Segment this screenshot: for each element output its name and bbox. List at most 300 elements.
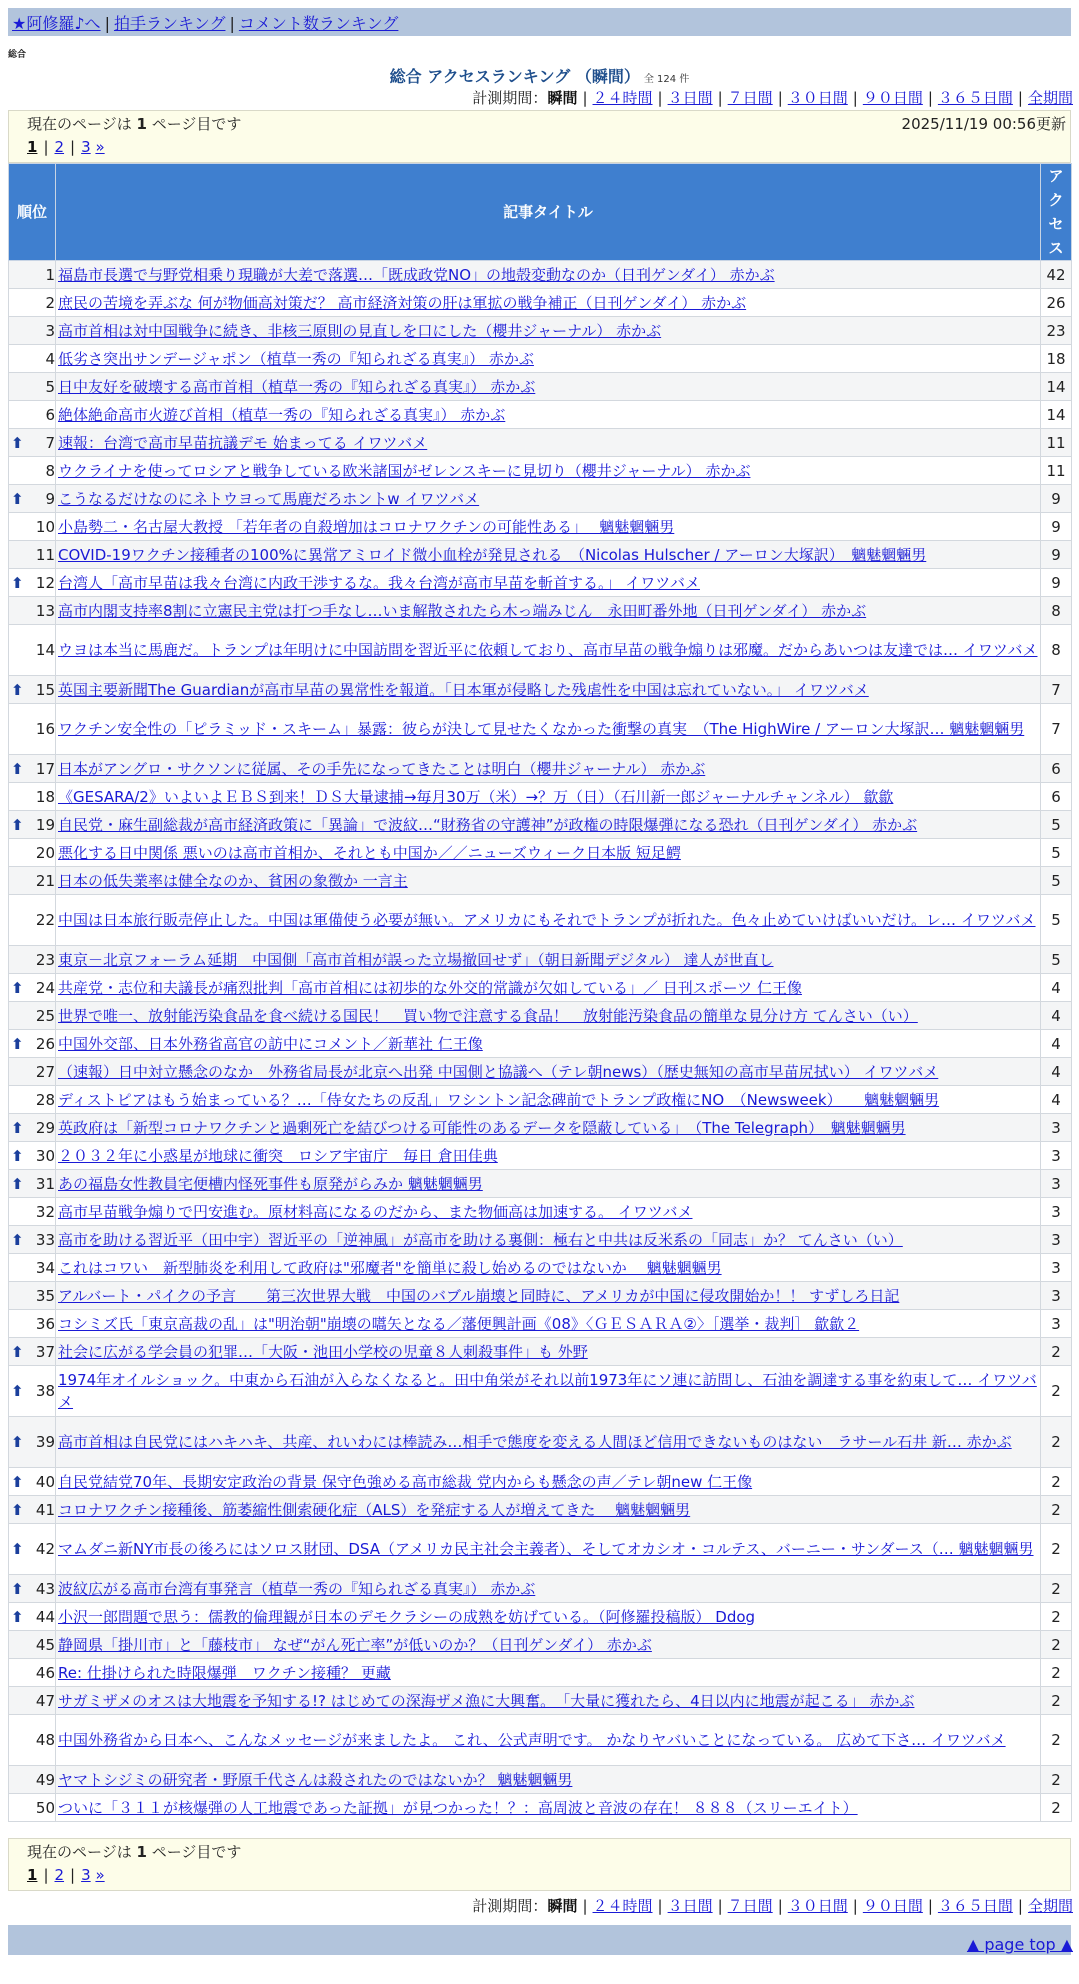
up-arrow-icon: ⬆ <box>11 1034 24 1053</box>
article-link[interactable]: （速報）日中対立懸念のなか 外務省局長が北京へ出発 中国側と協議へ（テレ朝news）（歴史無知の高市早苗尻拭い） イワツバメ <box>58 1062 939 1081</box>
article-link[interactable]: 東京－北京フォーラム延期 中国側「高市首相が誤った立場撤回せず」（朝日新聞デジタル） 達人が世直し <box>58 950 774 969</box>
rank-cell <box>9 1002 56 1030</box>
ranking-row <box>9 429 1072 457</box>
ranking-row <box>9 625 1072 676</box>
current-page-pre: 現在のページは <box>27 115 132 133</box>
rank-cell <box>9 1030 56 1058</box>
rank-cell <box>9 457 56 485</box>
title-cell <box>56 1468 1041 1496</box>
rank-number: 31 <box>35 1174 55 1193</box>
rank-number: 38 <box>35 1382 55 1400</box>
up-arrow-icon: ⬆ <box>11 489 24 508</box>
ranking-row <box>9 704 1072 755</box>
page-separator: | <box>70 138 76 156</box>
rank-cell <box>9 974 56 1002</box>
access-count: 8 <box>1041 625 1072 676</box>
up-arrow-icon: ⬆ <box>11 1607 24 1626</box>
title-cell <box>56 811 1041 839</box>
period-link[interactable]: ７日間 <box>727 1897 773 1915</box>
rank-cell <box>9 704 56 755</box>
rank-number: 15 <box>35 680 55 699</box>
rank-number: 14 <box>35 641 55 659</box>
period-link[interactable]: ７日間 <box>727 89 773 107</box>
up-arrow-icon: ⬆ <box>11 1472 24 1491</box>
access-count: 2 <box>1041 1766 1072 1794</box>
page-current: 1 <box>27 1866 38 1884</box>
access-count: 2 <box>1041 1468 1072 1496</box>
access-count: 14 <box>1041 373 1072 401</box>
period-separator: | <box>657 1897 663 1915</box>
title-cell <box>56 839 1041 867</box>
rank-number: 44 <box>35 1607 55 1626</box>
rank-number: 49 <box>35 1770 55 1789</box>
ranking-row <box>9 1631 1072 1659</box>
period-separator: | <box>777 89 783 107</box>
rank-number: 30 <box>35 1146 55 1165</box>
rank-number: 33 <box>35 1230 55 1249</box>
article-link[interactable]: 台湾人「高市早苗は我々台湾に内政干渉するな。我々台湾が高市早苗を斬首する。」 イワツバメ <box>58 573 700 592</box>
title-cell <box>56 1114 1041 1142</box>
article-link[interactable]: 《GESARA/2》いよいよＥＢＳ到来！ＤＳ大量逮捕→毎月30万（米）→？万（日）（石川新一郎ジャーナルチャンネル） 歙歙 <box>58 787 894 806</box>
ranking-row <box>9 1114 1072 1142</box>
access-count: 2 <box>1041 1794 1072 1822</box>
nav-separator: | <box>104 14 110 33</box>
access-count: 4 <box>1041 1002 1072 1030</box>
article-link[interactable]: 高市首相は自民党にはハキハキ、共産、れいわには棒読み…相手で態度を変える人間ほど信用できないものはない ラサール石井 新… 赤かぶ <box>58 1433 1012 1451</box>
rank-number: 35 <box>35 1286 55 1305</box>
rank-number: 47 <box>35 1691 55 1710</box>
ranking-row <box>9 1496 1072 1524</box>
article-link[interactable]: ワクチン安全性の「ピラミッド・スキーム」暴露：彼らが決して見せたくなかった衝撃の真実 （The HighWire / アーロン大塚訳… 魑魅魍魎男 <box>58 720 1025 738</box>
article-link[interactable]: 高市を助ける習近平（田中宇）習近平の「逆神風」が高市を助ける裏側：極右と中共は反米系の「同志」か？ てんさい（い） <box>58 1230 903 1249</box>
article-link[interactable]: 静岡県「掛川市」と「藤枝市」 なぜ“がん死亡率”が低いのか？（日刊ゲンダイ） 赤かぶ <box>58 1635 652 1654</box>
period-separator: | <box>852 1897 858 1915</box>
ranking-row <box>9 457 1072 485</box>
rank-cell <box>9 1142 56 1170</box>
title-cell <box>56 1603 1041 1631</box>
article-link[interactable]: 小沢一郎問題で思う：儒教的倫理観が日本のデモクラシーの成熟を妨げている。（阿修羅投稿版） Ddog <box>58 1607 756 1626</box>
title-cell <box>56 317 1041 345</box>
article-link[interactable]: 中国外務省から日本へ、こんなメッセージが来ましたよ。 これ、公式声明です。 かなりヤバいことになっている。 広めて下さ… イワツバメ <box>58 1731 1006 1749</box>
home-link[interactable]: ★阿修羅♪へ <box>12 14 101 33</box>
title-cell <box>56 946 1041 974</box>
article-link[interactable]: ついに「３１１が核爆弾の人工地震であった証拠」が見つかった！？：高周波と音波の存在！ ８８８（スリーエイト） <box>58 1798 858 1817</box>
access-count: 23 <box>1041 317 1072 345</box>
access-count: 3 <box>1041 1282 1072 1310</box>
access-count: 2 <box>1041 1366 1072 1417</box>
article-link[interactable]: 中国は日本旅行販売停止した。中国は軍備使う必要が無い。アメリカにもそれでトランプが折れた。色々止めていけばいいだけ。レ… イワツバメ <box>58 911 1036 929</box>
title-cell <box>56 1226 1041 1254</box>
article-link[interactable]: 共産党・志位和夫議長が痛烈批判「高市首相には初歩的な外交的常識が欠如している」／ 日刊スポーツ 仁王像 <box>58 978 802 997</box>
article-link[interactable]: 波紋広がる高市台湾有事発言（植草一秀の『知られざる真実』） 赤かぶ <box>58 1579 536 1598</box>
rank-number: 42 <box>35 1540 55 1558</box>
page-top-link[interactable]: ▲ page top ▲ <box>966 1935 1073 1954</box>
rank-cell <box>9 541 56 569</box>
rank-number: 21 <box>35 871 55 890</box>
rank-number: 46 <box>35 1663 55 1682</box>
ranking-row <box>9 1338 1072 1366</box>
title-cell <box>56 597 1041 625</box>
article-link[interactable]: ウヨは本当に馬鹿だ。トランプは年明けに中国訪問を習近平に依頼しており、高市早苗の戦争煽りは邪魔。だからあいつは友達では… イワツバメ <box>58 641 1038 659</box>
period-label: 計測期間： <box>472 1897 548 1915</box>
page-link[interactable]: 3 <box>81 1866 91 1884</box>
page-current: 1 <box>27 138 38 156</box>
ranking-row <box>9 1687 1072 1715</box>
article-link[interactable]: 中国外交部、日本外務省高官の訪中にコメント／新華社 仁王像 <box>58 1034 483 1053</box>
next-page-link[interactable]: » <box>95 138 105 156</box>
title-cell <box>56 1417 1041 1468</box>
article-link[interactable]: こうなるだけなのにネトウヨって馬鹿だろホントw イワツバメ <box>58 489 480 508</box>
title-cell <box>56 569 1041 597</box>
rank-number: 28 <box>35 1090 55 1109</box>
up-arrow-icon: ⬆ <box>11 978 24 997</box>
title-cell <box>56 401 1041 429</box>
rank-cell <box>9 1198 56 1226</box>
rank-cell <box>9 811 56 839</box>
rank-cell <box>9 1715 56 1766</box>
title-cell <box>56 625 1041 676</box>
title-cell <box>56 1715 1041 1766</box>
access-count: 2 <box>1041 1659 1072 1687</box>
period-link[interactable]: ３日間 <box>667 1897 713 1915</box>
article-link[interactable]: マムダニ新NY市長の後ろにはソロス財団、DSA（アメリカ民主社会主義者）、そしてオカシオ・コルテス、バーニー・サンダース（… 魑魅魍魎男 <box>58 1540 1034 1558</box>
access-count: 18 <box>1041 345 1072 373</box>
article-link[interactable]: 英国主要新聞The Guardianが高市早苗の異常性を報道。「日本軍が侵略した残虐性を中国は忘れていない。」 イワツバメ <box>58 680 869 699</box>
title-cell <box>56 457 1041 485</box>
ranking-row <box>9 597 1072 625</box>
rank-cell <box>9 597 56 625</box>
clap-ranking-link[interactable]: 拍手ランキング <box>113 14 226 33</box>
period-link[interactable]: ３６５日間 <box>937 1897 1013 1915</box>
article-link[interactable]: 速報：台湾で高市早苗抗議デモ 始まってる イワツバメ <box>58 433 428 452</box>
access-count: 9 <box>1041 485 1072 513</box>
current-page-text <box>27 113 241 134</box>
rank-cell <box>9 1282 56 1310</box>
article-link[interactable]: ２０３２年に小惑星が地球に衝突 ロシア宇宙庁 毎日 倉田佳典 <box>58 1146 498 1165</box>
ranking-row <box>9 1794 1072 1822</box>
title-cell <box>56 289 1041 317</box>
rank-cell <box>9 1338 56 1366</box>
up-arrow-icon: ⬆ <box>11 1342 24 1361</box>
rank-number: 13 <box>35 601 55 620</box>
period-link[interactable]: 全期間 <box>1027 1897 1073 1915</box>
up-arrow-icon: ⬆ <box>11 573 24 592</box>
rank-number: 12 <box>35 573 55 592</box>
article-link[interactable]: 絶体絶命高市火遊び首相（植草一秀の『知られざる真実』） 赤かぶ <box>58 405 506 424</box>
rank-cell <box>9 676 56 704</box>
article-link[interactable]: 自民党結党70年、長期安定政治の背景 保守色強める高市総裁 党内からも懸念の声／テレ朝new 仁王像 <box>58 1472 753 1491</box>
title-cell <box>56 1058 1041 1086</box>
period-separator: | <box>657 89 663 107</box>
period-separator: | <box>927 89 933 107</box>
up-arrow-icon: ⬆ <box>11 815 24 834</box>
title-cell <box>56 541 1041 569</box>
ranking-row <box>9 811 1072 839</box>
rank-cell <box>9 755 56 783</box>
page-separator: | <box>43 138 49 156</box>
article-link[interactable]: 庶民の苦境を弄ぶな 何が物価高対策だ？ 高市経済対策の肝は軍拡の戦争補正（日刊ゲンダイ） 赤かぶ <box>58 293 747 312</box>
page-separator: | <box>70 1866 76 1884</box>
title-cell <box>56 1198 1041 1226</box>
ranking-row <box>9 974 1072 1002</box>
ranking-table-body <box>9 261 1072 1822</box>
updated-timestamp: 2025/11/19 00:56更新 <box>901 115 1066 133</box>
period-link[interactable]: ３日間 <box>667 89 713 107</box>
title-cell <box>56 1366 1041 1417</box>
article-link[interactable]: これはコワい 新型肺炎を利用して政府は"邪魔者"を簡単に殺し始めるのではないか 魑魅魍魎男 <box>58 1258 722 1277</box>
up-arrow-icon: ⬆ <box>11 680 24 699</box>
title-cell <box>56 1766 1041 1794</box>
rank-number: 43 <box>35 1579 55 1598</box>
access-count: 5 <box>1041 895 1072 946</box>
title-cell <box>56 1310 1041 1338</box>
period-link[interactable]: ３０日間 <box>787 89 848 107</box>
article-link[interactable]: 日本の低失業率は健全なのか、貧困の象徴か 一言主 <box>58 871 408 890</box>
title-cell <box>56 345 1041 373</box>
ranking-row <box>9 1170 1072 1198</box>
article-link[interactable]: 高市内閣支持率8割に立憲民主党は打つ手なし…いま解散されたら木っ端みじん 永田町番外地（日刊ゲンダイ） 赤かぶ <box>58 601 867 620</box>
article-link[interactable]: ディストピアはもう始まっている？…「侍女たちの反乱」ワシントン記念碑前でトランプ政権にNO （Newsweek） 魑魅魍魎男 <box>58 1090 940 1109</box>
article-link[interactable]: 高市早苗戦争煽りで円安進む。原材料高になるのだから、また物価高は加速する。 イワツバメ <box>58 1202 693 1221</box>
access-count: 26 <box>1041 289 1072 317</box>
rank-number: 11 <box>35 545 55 564</box>
title-cell <box>56 1030 1041 1058</box>
access-count: 42 <box>1041 261 1072 289</box>
rank-number: 40 <box>35 1472 55 1491</box>
ranking-row <box>9 1030 1072 1058</box>
ranking-row <box>9 1086 1072 1114</box>
up-arrow-icon: ⬆ <box>11 1500 24 1519</box>
access-count: 4 <box>1041 1086 1072 1114</box>
access-count: 2 <box>1041 1524 1072 1575</box>
ranking-row <box>9 895 1072 946</box>
rank-cell <box>9 261 56 289</box>
rank-cell <box>9 1659 56 1687</box>
title-cell <box>56 261 1041 289</box>
current-page-number: 1 <box>136 115 147 133</box>
title-cell <box>56 1524 1041 1575</box>
period-selector-bottom <box>472 1895 1073 1916</box>
ranking-row <box>9 289 1072 317</box>
access-count: 7 <box>1041 676 1072 704</box>
ranking-row <box>9 373 1072 401</box>
access-count: 9 <box>1041 513 1072 541</box>
rank-number: 23 <box>35 950 55 969</box>
access-count: 6 <box>1041 783 1072 811</box>
article-link[interactable]: 1974年オイルショック。中東から石油が入らなくなると。田中角栄がそれ以前1973年にソ連に訪問し、石油を調達する事を約束して… イワツバメ <box>58 1371 1037 1411</box>
rank-cell <box>9 1687 56 1715</box>
rank-cell <box>9 1766 56 1794</box>
article-link[interactable]: アルバート・パイクの予言 第三次世界大戦 中国のバブル崩壊と同時に、アメリカが中国に侵攻開始か！！ すずしろ日記 <box>58 1286 900 1305</box>
page-link[interactable]: 2 <box>54 1866 65 1884</box>
current-page-post: ページ目です <box>151 115 242 133</box>
title-cell <box>56 513 1041 541</box>
ranking-row <box>9 1575 1072 1603</box>
rank-cell <box>9 1524 56 1575</box>
ranking-row <box>9 839 1072 867</box>
article-link[interactable]: サガミザメのオスは大地震を予知する!? はじめての深海ザメ漁に大興奮。 「大量に獲れたら、4日以内に地震が起こる」 赤かぶ <box>58 1691 915 1710</box>
title-cell <box>56 1170 1041 1198</box>
article-link[interactable]: ヤマトシジミの研究者・野原千代さんは殺されたのではないか？ 魑魅魍魎男 <box>58 1770 573 1789</box>
rank-cell <box>9 289 56 317</box>
article-link[interactable]: 自民党・麻生副総裁が高市経済政策に「異論」で波紋…“財務省の守護神”が政権の時限爆弾になる恐れ（日刊ゲンダイ） 赤かぶ <box>58 815 918 834</box>
up-arrow-icon: ⬆ <box>11 1230 24 1249</box>
ranking-row <box>9 676 1072 704</box>
access-count: 4 <box>1041 1030 1072 1058</box>
access-count: 2 <box>1041 1603 1072 1631</box>
rank-cell <box>9 1058 56 1086</box>
rank-number: 8 <box>45 461 55 480</box>
ranking-row <box>9 1198 1072 1226</box>
period-link[interactable]: ３０日間 <box>787 1897 848 1915</box>
up-arrow-icon: ⬆ <box>11 1118 24 1137</box>
article-link[interactable]: 英政府は「新型コロナワクチンと過剰死亡を結びつける可能性のあるデータを隠蔽している」 （The Telegraph） 魑魅魍魎男 <box>58 1118 906 1137</box>
article-link[interactable]: コシミズ氏「東京高裁の乱」は"明治朝"崩壊の嚆矢となる／藩便興計画《08》〈ＧＥＳＡＲＡ②〉［選挙・裁判］ 歙歙２ <box>58 1314 860 1333</box>
comment-ranking-link[interactable]: コメント数ランキング <box>238 14 399 33</box>
rank-number: 4 <box>45 349 55 368</box>
access-count: 3 <box>1041 1226 1072 1254</box>
rank-cell <box>9 783 56 811</box>
title-cell <box>56 755 1041 783</box>
article-link[interactable]: Re: 仕掛けられた時限爆弾 ワクチン接種？ 更藏 <box>58 1663 391 1682</box>
rank-cell <box>9 1496 56 1524</box>
rank-cell <box>9 569 56 597</box>
rank-number: 16 <box>35 720 55 738</box>
article-link[interactable]: 小島勢二・名古屋大教授 「若年者の自殺増加はコロナワクチンの可能性ある」 魑魅魍魎男 <box>58 517 675 536</box>
ranking-row <box>9 1659 1072 1687</box>
rank-number: 37 <box>35 1342 55 1361</box>
rank-cell <box>9 1603 56 1631</box>
access-count: 4 <box>1041 974 1072 1002</box>
period-label: 計測期間： <box>472 89 548 107</box>
period-separator: | <box>717 89 723 107</box>
up-arrow-icon: ⬆ <box>11 1579 24 1598</box>
access-count: 7 <box>1041 704 1072 755</box>
period-link[interactable]: ２４時間 <box>592 89 653 107</box>
period-separator: | <box>582 89 588 107</box>
title-cell <box>56 974 1041 1002</box>
rank-cell <box>9 1114 56 1142</box>
pager-bottom <box>8 1838 1071 1891</box>
rank-cell <box>9 1226 56 1254</box>
rank-number: 45 <box>35 1635 55 1654</box>
access-count: 2 <box>1041 1417 1072 1468</box>
article-link[interactable]: 低劣さ突出サンデージャポン（植草一秀の『知られざる真実』） 赤かぶ <box>58 349 534 368</box>
access-count: 5 <box>1041 946 1072 974</box>
ranking-row <box>9 1715 1072 1766</box>
period-link[interactable]: ２４時間 <box>592 1897 653 1915</box>
period-current: 瞬間 <box>547 89 578 107</box>
access-count: 8 <box>1041 597 1072 625</box>
article-link[interactable]: あの福島女性教員宅便槽内怪死事件も原発がらみか 魑魅魍魎男 <box>58 1174 483 1193</box>
up-arrow-icon: ⬆ <box>11 1146 24 1165</box>
ranking-row <box>9 541 1072 569</box>
rank-number: 24 <box>35 978 55 997</box>
up-arrow-icon: ⬆ <box>11 1433 24 1451</box>
ranking-row <box>9 1524 1072 1575</box>
page-link[interactable]: 2 <box>54 138 65 156</box>
article-link[interactable]: 社会に広がる学会員の犯罪…「大阪・池田小学校の児童８人刺殺事件」も 外野 <box>58 1342 588 1361</box>
ranking-row <box>9 1766 1072 1794</box>
title-cell <box>56 1338 1041 1366</box>
article-link[interactable]: 悪化する日中関係 悪いのは高市首相か、それとも中国か／／ニューズウィーク日本版 短足鰐 <box>58 843 681 862</box>
rank-cell <box>9 1254 56 1282</box>
ranking-row <box>9 1468 1072 1496</box>
rank-number: 6 <box>45 405 55 424</box>
article-link[interactable]: 高市首相は対中国戦争に続き、非核三原則の見直しを口にした（櫻井ジャーナル） 赤かぶ <box>58 321 662 340</box>
rank-cell <box>9 839 56 867</box>
period-link[interactable]: ９０日間 <box>862 1897 923 1915</box>
access-count: 5 <box>1041 811 1072 839</box>
ranking-row <box>9 485 1072 513</box>
rank-number: 34 <box>35 1258 55 1277</box>
article-link[interactable]: 福島市長選で与野党相乗り現職が大差で落選…「既成政党NO」の地殻変動なのか（日刊ゲンダイ） 赤かぶ <box>58 265 775 284</box>
next-page-link[interactable]: » <box>95 1866 105 1884</box>
rank-number: 41 <box>35 1500 55 1519</box>
rank-number: 36 <box>35 1314 55 1333</box>
rank-number: 20 <box>35 843 55 862</box>
rank-cell <box>9 485 56 513</box>
ranking-table <box>8 163 1072 1822</box>
rank-cell <box>9 373 56 401</box>
ranking-row <box>9 1603 1072 1631</box>
section-label: 総合 <box>8 50 27 60</box>
access-count: 11 <box>1041 429 1072 457</box>
period-link[interactable]: ３６５日間 <box>937 89 1013 107</box>
title-cell <box>56 1687 1041 1715</box>
access-count: 14 <box>1041 401 1072 429</box>
period-link[interactable]: 全期間 <box>1027 89 1073 107</box>
period-separator: | <box>927 1897 933 1915</box>
article-link[interactable]: 日本がアングロ・サクソンに従属、その手先になってきたことは明白（櫻井ジャーナル） 赤かぶ <box>58 759 706 778</box>
access-count: 9 <box>1041 569 1072 597</box>
title-cell <box>56 783 1041 811</box>
access-count: 3 <box>1041 1198 1072 1226</box>
article-link[interactable]: 日中友好を破壊する高市首相（植草一秀の『知られざる真実』） 赤かぶ <box>58 377 536 396</box>
rank-number: 50 <box>35 1798 55 1817</box>
period-link[interactable]: ９０日間 <box>862 89 923 107</box>
period-separator: | <box>777 1897 783 1915</box>
ranking-row <box>9 317 1072 345</box>
ranking-row <box>9 1310 1072 1338</box>
period-separator: | <box>717 1897 723 1915</box>
title-cell <box>56 373 1041 401</box>
title-cell <box>56 1002 1041 1030</box>
article-link[interactable]: ウクライナを使ってロシアと戦争している欧米諸国がゼレンスキーに見切り（櫻井ジャーナル） 赤かぶ <box>58 461 751 480</box>
up-arrow-icon: ⬆ <box>11 759 24 778</box>
page-link[interactable]: 3 <box>81 138 91 156</box>
title-cell <box>56 1254 1041 1282</box>
page-links <box>27 1866 105 1884</box>
article-link[interactable]: 世界で唯一、放射能汚染食品を食べ続ける国民！ 買い物で注意する食品！ 放射能汚染食品の簡単な見分け方 てんさい（い） <box>58 1006 918 1025</box>
pager-top <box>8 110 1071 163</box>
ranking-row <box>9 569 1072 597</box>
rank-cell <box>9 429 56 457</box>
current-page-post: ページ目です <box>151 1843 242 1861</box>
ranking-row <box>9 261 1072 289</box>
title-cell <box>56 1282 1041 1310</box>
ranking-row <box>9 401 1072 429</box>
title-cell <box>56 1794 1041 1822</box>
article-link[interactable]: コロナワクチン接種後、筋萎縮性側索硬化症（ALS）を発症する人が増えてきた 魑魅魍魎男 <box>58 1500 691 1519</box>
rank-number: 10 <box>35 517 55 536</box>
rank-number: 18 <box>35 787 55 806</box>
title-cell <box>56 1142 1041 1170</box>
ranking-row <box>9 1142 1072 1170</box>
article-link[interactable]: COVID-19ワクチン接種者の100%に異常アミロイド微小血栓が発見される （Nicolas Hulscher / アーロン大塚訳） 魑魅魍魎男 <box>58 545 927 564</box>
access-count: 2 <box>1041 1687 1072 1715</box>
ranking-row <box>9 867 1072 895</box>
